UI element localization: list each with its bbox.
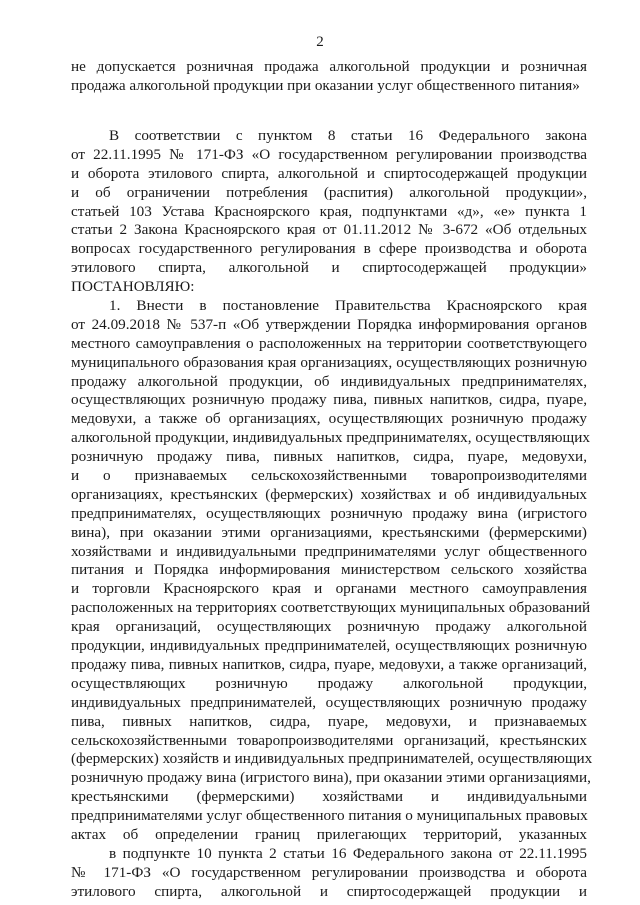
text-line: предпринимателях, осуществляющих розничную продажу вина (игристого xyxy=(71,504,587,522)
text-line: этилового спирта, алкогольной и спиртосодержащей продукции и xyxy=(71,882,587,900)
intro-paragraph xyxy=(71,58,587,96)
resolution-keyword: ПОСТАНОВЛЯЮ: xyxy=(71,278,195,296)
page-number: 2 xyxy=(316,34,324,50)
text-line: организациях, крестьянских (фермерских) хозяйствах и об индивидуальных xyxy=(71,485,587,503)
text-line: этилового спирта, алкогольной и спиртосодержащей продукции» xyxy=(71,259,587,277)
text-line: продажу алкогольной продукции, об индивидуальных предпринимателях, xyxy=(71,372,587,390)
text-line: местного самоуправления о расположенных на территории соответствующего xyxy=(71,334,587,352)
text-line: индивидуальных предпринимателей, осуществляющих розничную продажу xyxy=(71,693,587,711)
text-line: (фермерских) хозяйств и индивидуальных предпринимателей, осуществляющих xyxy=(71,750,593,768)
text-line: питания и Порядка информирования министерством сельского хозяйства xyxy=(71,561,587,579)
text-line: и о признаваемых сельскохозяйственными товаропроизводителями xyxy=(71,467,587,485)
text-line: статьи 2 Закона Красноярского края от 01.11.2012 № 3-672 «Об отдельных xyxy=(71,221,587,239)
text-line: 1. Внести в постановление Правительства Красноярского края xyxy=(109,297,587,315)
text-line: продажу пива, пивных напитков, сидра, пуаре, медовухи, а также организаций, xyxy=(71,655,587,673)
resolution-body xyxy=(71,127,593,902)
text-line: осуществляющих розничную продажу пива, пивных напитков, сидра, пуаре, xyxy=(71,391,587,409)
text-line: розничную продажу пива, пивных напитков, сидра, пуаре, медовухи, xyxy=(71,448,587,466)
text-line: В соответствии с пунктом 8 статьи 16 Федерального закона xyxy=(109,127,587,144)
text-line: вопросах государственного регулирования в сфере производства и оборота xyxy=(71,240,587,258)
text-line: актах об определении границ прилегающих территорий, указанных xyxy=(71,825,587,843)
text-line: от 24.09.2018 № 537-п «Об утверждении Порядка информирования органов xyxy=(71,315,587,333)
text-line: края организаций, осуществляющих розничную продажу алкогольной xyxy=(71,618,587,636)
text-line: от 22.11.1995 № 171-ФЗ «О государственном регулировании производства xyxy=(71,145,587,163)
text-line: в подпункте 10 пункта 2 статьи 16 Федерального закона от 22.11.1995 xyxy=(109,844,587,862)
text-line: муниципального образования края организациях, осуществляющих розничную xyxy=(71,353,587,371)
text-line: осуществляющих розничную продажу алкогольной продукции, xyxy=(71,674,587,692)
text-line: расположенных на территориях соответствующих муниципальных образований xyxy=(71,599,591,617)
text-line: крестьянскими (фермерскими) хозяйствами и индивидуальными xyxy=(71,788,587,806)
text-line: алкогольной продукции, индивидуальных предпринимателях, осуществляющих xyxy=(71,429,590,447)
text-line: розничную продажу вина (игристого вина), при оказании этими организациями, xyxy=(71,769,591,787)
text-line: пива, пивных напитков, сидра, пуаре, медовухи, и признаваемых xyxy=(71,712,587,730)
text-line: и оборота этилового спирта, алкогольной и спиртосодержащей продукции xyxy=(71,164,587,182)
text-line: продукции, индивидуальных предпринимателей, осуществляющих розничную xyxy=(71,637,587,655)
text-line: не допускается розничная продажа алкогольной продукции и розничная xyxy=(71,58,587,75)
text-line: предпринимателями услуг общественного питания о муниципальных правовых xyxy=(71,807,588,825)
text-line: продажа алкогольной продукции при оказании услуг общественного питания» xyxy=(71,76,580,94)
text-line: и торговли Красноярского края и органами местного самоуправления xyxy=(71,580,587,598)
text-line: и об ограничении потребления (распития) алкогольной продукции», xyxy=(71,183,587,201)
text-line: статьей 103 Устава Красноярского края, подпунктами «д», «е» пункта 1 xyxy=(71,202,587,220)
text-line: хозяйствами и индивидуальными предпринимателями услуг общественного xyxy=(71,542,587,560)
text-line: сельскохозяйственными товаропроизводителями организаций, крестьянских xyxy=(71,731,587,749)
text-line: № 171-ФЗ «О государственном регулировании производства и оборота xyxy=(71,863,587,881)
text-line: медовухи, а также об организациях, осуществляющих розничную продажу xyxy=(71,410,587,428)
text-line: вина), при оказании этими организациями, крестьянскими (фермерскими) xyxy=(71,523,587,541)
